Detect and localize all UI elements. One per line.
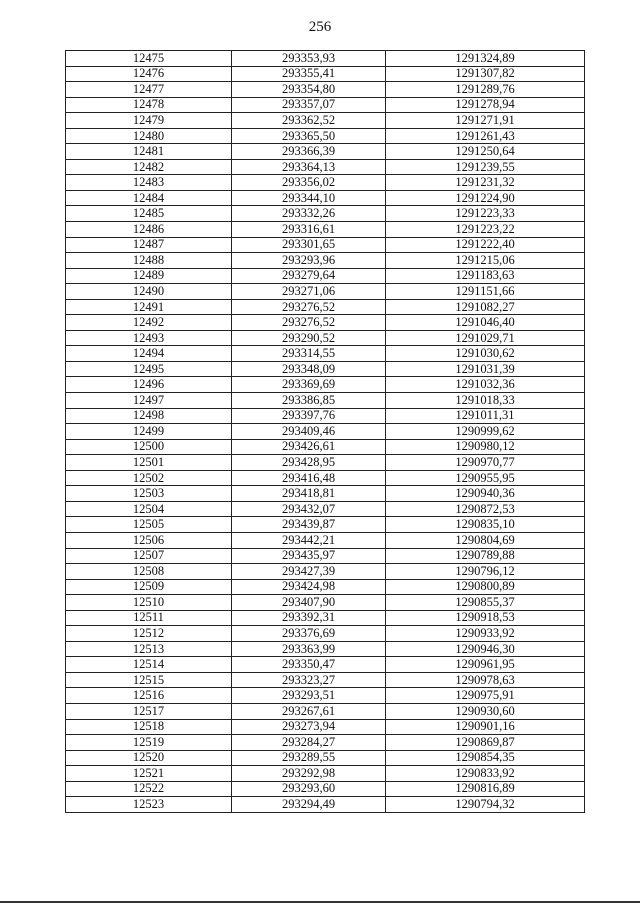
x-coordinate-cell: 293365,50 bbox=[232, 128, 386, 144]
table-row bbox=[66, 719, 585, 735]
table-row bbox=[66, 501, 585, 517]
point-number-cell: 12506 bbox=[66, 532, 232, 548]
y-coordinate-cell: 1290835,10 bbox=[386, 517, 585, 533]
y-coordinate-cell: 1290789,88 bbox=[386, 548, 585, 564]
x-coordinate-cell: 293293,60 bbox=[232, 781, 386, 797]
x-coordinate-cell: 293276,52 bbox=[232, 315, 386, 331]
table-row bbox=[66, 144, 585, 160]
y-coordinate-cell: 1290975,91 bbox=[386, 688, 585, 704]
x-coordinate-cell: 293397,76 bbox=[232, 408, 386, 424]
table-row bbox=[66, 424, 585, 440]
point-number-cell: 12489 bbox=[66, 268, 232, 284]
table-row bbox=[66, 175, 585, 191]
y-coordinate-cell: 1290980,12 bbox=[386, 439, 585, 455]
y-coordinate-cell: 1291018,33 bbox=[386, 393, 585, 409]
point-number-cell: 12507 bbox=[66, 548, 232, 564]
x-coordinate-cell: 293271,06 bbox=[232, 284, 386, 300]
point-number-cell: 12480 bbox=[66, 128, 232, 144]
x-coordinate-cell: 293301,65 bbox=[232, 237, 386, 253]
y-coordinate-cell: 1291030,62 bbox=[386, 346, 585, 362]
point-number-cell: 12520 bbox=[66, 750, 232, 766]
point-number-cell: 12481 bbox=[66, 144, 232, 160]
y-coordinate-cell: 1290855,37 bbox=[386, 595, 585, 611]
x-coordinate-cell: 293357,07 bbox=[232, 97, 386, 113]
point-number-cell: 12482 bbox=[66, 159, 232, 175]
x-coordinate-cell: 293362,52 bbox=[232, 113, 386, 129]
y-coordinate-cell: 1291307,82 bbox=[386, 66, 585, 82]
y-coordinate-cell: 1291215,06 bbox=[386, 253, 585, 269]
table-row bbox=[66, 564, 585, 580]
table-row bbox=[66, 393, 585, 409]
point-number-cell: 12495 bbox=[66, 361, 232, 377]
y-coordinate-cell: 1291032,36 bbox=[386, 377, 585, 393]
y-coordinate-cell: 1291289,76 bbox=[386, 82, 585, 98]
point-number-cell: 12499 bbox=[66, 424, 232, 440]
x-coordinate-cell: 293364,13 bbox=[232, 159, 386, 175]
y-coordinate-cell: 1290796,12 bbox=[386, 564, 585, 580]
table-row bbox=[66, 268, 585, 284]
y-coordinate-cell: 1290918,53 bbox=[386, 610, 585, 626]
table-row bbox=[66, 610, 585, 626]
y-coordinate-cell: 1291324,89 bbox=[386, 51, 585, 67]
point-number-cell: 12484 bbox=[66, 190, 232, 206]
y-coordinate-cell: 1290872,53 bbox=[386, 501, 585, 517]
y-coordinate-cell: 1290833,92 bbox=[386, 766, 585, 782]
table-row bbox=[66, 51, 585, 67]
point-number-cell: 12515 bbox=[66, 672, 232, 688]
table-row bbox=[66, 781, 585, 797]
point-number-cell: 12510 bbox=[66, 595, 232, 611]
table-row bbox=[66, 315, 585, 331]
x-coordinate-cell: 293428,95 bbox=[232, 455, 386, 471]
table-row bbox=[66, 517, 585, 533]
y-coordinate-cell: 1291046,40 bbox=[386, 315, 585, 331]
point-number-cell: 12497 bbox=[66, 393, 232, 409]
point-number-cell: 12490 bbox=[66, 284, 232, 300]
y-coordinate-cell: 1290804,69 bbox=[386, 532, 585, 548]
point-number-cell: 12508 bbox=[66, 564, 232, 580]
point-number-cell: 12502 bbox=[66, 470, 232, 486]
point-number-cell: 12479 bbox=[66, 113, 232, 129]
table-row bbox=[66, 672, 585, 688]
y-coordinate-cell: 1291031,39 bbox=[386, 361, 585, 377]
x-coordinate-cell: 293355,41 bbox=[232, 66, 386, 82]
x-coordinate-cell: 293293,96 bbox=[232, 253, 386, 269]
point-number-cell: 12498 bbox=[66, 408, 232, 424]
y-coordinate-cell: 1290970,77 bbox=[386, 455, 585, 471]
y-coordinate-cell: 1291029,71 bbox=[386, 330, 585, 346]
y-coordinate-cell: 1290933,92 bbox=[386, 626, 585, 642]
x-coordinate-cell: 293348,09 bbox=[232, 361, 386, 377]
table-row bbox=[66, 253, 585, 269]
table-row bbox=[66, 299, 585, 315]
x-coordinate-cell: 293418,81 bbox=[232, 486, 386, 502]
x-coordinate-cell: 293356,02 bbox=[232, 175, 386, 191]
table-row bbox=[66, 97, 585, 113]
point-number-cell: 12505 bbox=[66, 517, 232, 533]
x-coordinate-cell: 293294,49 bbox=[232, 797, 386, 813]
x-coordinate-cell: 293439,87 bbox=[232, 517, 386, 533]
point-number-cell: 12513 bbox=[66, 641, 232, 657]
y-coordinate-cell: 1291224,90 bbox=[386, 190, 585, 206]
table-row bbox=[66, 750, 585, 766]
point-number-cell: 12503 bbox=[66, 486, 232, 502]
y-coordinate-cell: 1290869,87 bbox=[386, 735, 585, 751]
x-coordinate-cell: 293323,27 bbox=[232, 672, 386, 688]
table-row bbox=[66, 190, 585, 206]
table-row bbox=[66, 237, 585, 253]
x-coordinate-cell: 293426,61 bbox=[232, 439, 386, 455]
x-coordinate-cell: 293316,61 bbox=[232, 222, 386, 238]
x-coordinate-cell: 293392,31 bbox=[232, 610, 386, 626]
table-row bbox=[66, 626, 585, 642]
y-coordinate-cell: 1291151,66 bbox=[386, 284, 585, 300]
x-coordinate-cell: 293350,47 bbox=[232, 657, 386, 673]
y-coordinate-cell: 1291011,31 bbox=[386, 408, 585, 424]
table-row bbox=[66, 766, 585, 782]
x-coordinate-cell: 293424,98 bbox=[232, 579, 386, 595]
table-row bbox=[66, 408, 585, 424]
x-coordinate-cell: 293366,39 bbox=[232, 144, 386, 160]
y-coordinate-cell: 1290961,95 bbox=[386, 657, 585, 673]
y-coordinate-cell: 1290930,60 bbox=[386, 703, 585, 719]
x-coordinate-cell: 293354,80 bbox=[232, 82, 386, 98]
table-row bbox=[66, 128, 585, 144]
point-number-cell: 12512 bbox=[66, 626, 232, 642]
y-coordinate-cell: 1290999,62 bbox=[386, 424, 585, 440]
y-coordinate-cell: 1291250,64 bbox=[386, 144, 585, 160]
y-coordinate-cell: 1291223,22 bbox=[386, 222, 585, 238]
point-number-cell: 12486 bbox=[66, 222, 232, 238]
point-number-cell: 12514 bbox=[66, 657, 232, 673]
y-coordinate-cell: 1291239,55 bbox=[386, 159, 585, 175]
bottom-edge-rule bbox=[0, 901, 640, 903]
x-coordinate-cell: 293386,85 bbox=[232, 393, 386, 409]
y-coordinate-cell: 1290940,36 bbox=[386, 486, 585, 502]
table-row bbox=[66, 66, 585, 82]
y-coordinate-cell: 1291183,63 bbox=[386, 268, 585, 284]
point-number-cell: 12485 bbox=[66, 206, 232, 222]
point-number-cell: 12478 bbox=[66, 97, 232, 113]
point-number-cell: 12518 bbox=[66, 719, 232, 735]
page-number: 256 bbox=[308, 19, 332, 35]
x-coordinate-cell: 293267,61 bbox=[232, 703, 386, 719]
table-row bbox=[66, 377, 585, 393]
y-coordinate-cell: 1290978,63 bbox=[386, 672, 585, 688]
table-row bbox=[66, 532, 585, 548]
point-number-cell: 12488 bbox=[66, 253, 232, 269]
x-coordinate-cell: 293289,55 bbox=[232, 750, 386, 766]
x-coordinate-cell: 293435,97 bbox=[232, 548, 386, 564]
table-row bbox=[66, 797, 585, 813]
point-number-cell: 12476 bbox=[66, 66, 232, 82]
point-number-cell: 12477 bbox=[66, 82, 232, 98]
point-number-cell: 12475 bbox=[66, 51, 232, 67]
y-coordinate-cell: 1291223,33 bbox=[386, 206, 585, 222]
x-coordinate-cell: 293442,21 bbox=[232, 532, 386, 548]
table-row bbox=[66, 113, 585, 129]
table-row bbox=[66, 486, 585, 502]
x-coordinate-cell: 293292,98 bbox=[232, 766, 386, 782]
point-number-cell: 12493 bbox=[66, 330, 232, 346]
point-number-cell: 12487 bbox=[66, 237, 232, 253]
x-coordinate-cell: 293276,52 bbox=[232, 299, 386, 315]
table-row bbox=[66, 470, 585, 486]
table-row bbox=[66, 159, 585, 175]
point-number-cell: 12522 bbox=[66, 781, 232, 797]
point-number-cell: 12492 bbox=[66, 315, 232, 331]
x-coordinate-cell: 293284,27 bbox=[232, 735, 386, 751]
x-coordinate-cell: 293363,99 bbox=[232, 641, 386, 657]
y-coordinate-cell: 1290901,16 bbox=[386, 719, 585, 735]
point-number-cell: 12494 bbox=[66, 346, 232, 362]
x-coordinate-cell: 293407,90 bbox=[232, 595, 386, 611]
y-coordinate-cell: 1290800,89 bbox=[386, 579, 585, 595]
table-row bbox=[66, 688, 585, 704]
point-number-cell: 12521 bbox=[66, 766, 232, 782]
x-coordinate-cell: 293293,51 bbox=[232, 688, 386, 704]
table-row bbox=[66, 284, 585, 300]
x-coordinate-cell: 293409,46 bbox=[232, 424, 386, 440]
y-coordinate-cell: 1290794,32 bbox=[386, 797, 585, 813]
point-number-cell: 12516 bbox=[66, 688, 232, 704]
table-row bbox=[66, 455, 585, 471]
y-coordinate-cell: 1290816,89 bbox=[386, 781, 585, 797]
x-coordinate-cell: 293290,52 bbox=[232, 330, 386, 346]
y-coordinate-cell: 1291222,40 bbox=[386, 237, 585, 253]
table-row bbox=[66, 361, 585, 377]
table-row bbox=[66, 439, 585, 455]
coordinates-table-body bbox=[66, 51, 585, 813]
x-coordinate-cell: 293273,94 bbox=[232, 719, 386, 735]
y-coordinate-cell: 1291271,91 bbox=[386, 113, 585, 129]
y-coordinate-cell: 1291231,32 bbox=[386, 175, 585, 191]
y-coordinate-cell: 1290946,30 bbox=[386, 641, 585, 657]
x-coordinate-cell: 293332,26 bbox=[232, 206, 386, 222]
x-coordinate-cell: 293376,69 bbox=[232, 626, 386, 642]
point-number-cell: 12523 bbox=[66, 797, 232, 813]
coordinates-table bbox=[65, 50, 585, 813]
y-coordinate-cell: 1291278,94 bbox=[386, 97, 585, 113]
point-number-cell: 12491 bbox=[66, 299, 232, 315]
y-coordinate-cell: 1291082,27 bbox=[386, 299, 585, 315]
point-number-cell: 12504 bbox=[66, 501, 232, 517]
table-row bbox=[66, 703, 585, 719]
x-coordinate-cell: 293416,48 bbox=[232, 470, 386, 486]
x-coordinate-cell: 293369,69 bbox=[232, 377, 386, 393]
point-number-cell: 12496 bbox=[66, 377, 232, 393]
table-row bbox=[66, 206, 585, 222]
point-number-cell: 12509 bbox=[66, 579, 232, 595]
point-number-cell: 12511 bbox=[66, 610, 232, 626]
table-row bbox=[66, 222, 585, 238]
table-row bbox=[66, 346, 585, 362]
x-coordinate-cell: 293427,39 bbox=[232, 564, 386, 580]
x-coordinate-cell: 293432,07 bbox=[232, 501, 386, 517]
point-number-cell: 12483 bbox=[66, 175, 232, 191]
table-row bbox=[66, 82, 585, 98]
table-row bbox=[66, 548, 585, 564]
y-coordinate-cell: 1290854,35 bbox=[386, 750, 585, 766]
y-coordinate-cell: 1290955,95 bbox=[386, 470, 585, 486]
x-coordinate-cell: 293314,55 bbox=[232, 346, 386, 362]
table-row bbox=[66, 330, 585, 346]
table-row bbox=[66, 735, 585, 751]
point-number-cell: 12500 bbox=[66, 439, 232, 455]
point-number-cell: 12519 bbox=[66, 735, 232, 751]
table-row bbox=[66, 641, 585, 657]
x-coordinate-cell: 293344,10 bbox=[232, 190, 386, 206]
table-row bbox=[66, 595, 585, 611]
table-row bbox=[66, 579, 585, 595]
y-coordinate-cell: 1291261,43 bbox=[386, 128, 585, 144]
x-coordinate-cell: 293279,64 bbox=[232, 268, 386, 284]
point-number-cell: 12517 bbox=[66, 703, 232, 719]
table-row bbox=[66, 657, 585, 673]
point-number-cell: 12501 bbox=[66, 455, 232, 471]
x-coordinate-cell: 293353,93 bbox=[232, 51, 386, 67]
